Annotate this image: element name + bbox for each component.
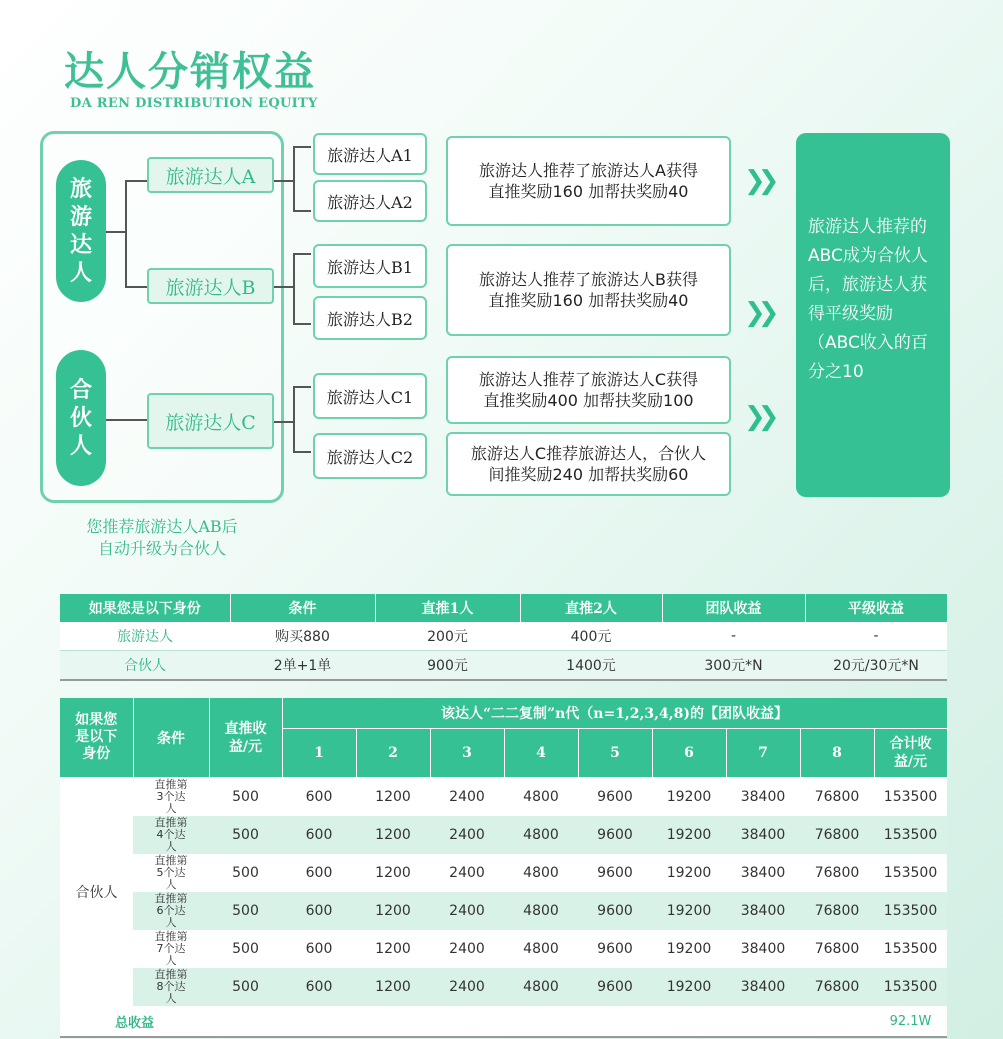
table-cell: 153500 [874, 854, 947, 892]
table-cell: 2400 [430, 778, 504, 817]
condition-cell [133, 892, 209, 930]
role-tourist-pill [56, 160, 106, 302]
sub-member-box: 旅游达人B1 [313, 244, 427, 288]
reward-desc-line: 直推奖励160 加帮扶奖励40 [488, 291, 689, 310]
table-cell: 38400 [726, 968, 800, 1006]
table-cell: 38400 [726, 892, 800, 930]
table-cell: 1200 [356, 930, 430, 968]
generation-header: 8 [800, 729, 874, 778]
column-header: 条件 [133, 698, 209, 778]
column-header [874, 729, 947, 778]
condition-text: 直推第6个达人 [154, 892, 188, 929]
column-header: 直推2人 [520, 594, 662, 622]
table-cell: 19200 [652, 778, 726, 817]
role-partner-pill [56, 350, 106, 486]
table-cell: 19200 [652, 968, 726, 1006]
table-cell: 19200 [652, 854, 726, 892]
condition-cell [133, 930, 209, 968]
table-cell: 153500 [874, 778, 947, 817]
generation-header: 2 [356, 729, 430, 778]
connector-line [125, 180, 127, 287]
table-cell: 600 [282, 892, 356, 930]
condition-text: 直推第4个达人 [154, 816, 188, 853]
total-row [60, 1006, 947, 1037]
connector-line [293, 146, 295, 212]
member-c-box: 旅游达人C [147, 393, 274, 449]
table-cell: 1200 [356, 778, 430, 817]
summary-line: 得平级奖励 [808, 304, 893, 324]
reward-desc-b [446, 244, 731, 336]
table-cell: 2400 [430, 816, 504, 854]
table-row [60, 930, 947, 968]
table-cell: 500 [209, 968, 282, 1006]
member-a-box: 旅游达人A [147, 157, 274, 193]
table-cell: 19200 [652, 930, 726, 968]
summary-line: （ABC收入的百 [808, 333, 928, 353]
table-cell: 4800 [504, 854, 578, 892]
condition-text: 直推第3个达人 [154, 778, 188, 815]
column-header: 条件 [230, 594, 375, 622]
connector-line [293, 146, 311, 148]
role-char: 合 [69, 377, 92, 403]
table-cell: 4800 [504, 930, 578, 968]
double-chevron-icon: ❯❯ [744, 402, 772, 432]
connector-line [293, 210, 311, 212]
table-cell: 600 [282, 816, 356, 854]
table-cell: 购买880 [230, 622, 375, 651]
connector-line [293, 253, 295, 325]
summary-line: 旅游达人推荐的 [808, 217, 927, 237]
table-cell: 500 [209, 778, 282, 817]
generation-header: 4 [504, 729, 578, 778]
table-cell: 76800 [800, 816, 874, 854]
condition-text: 直推第8个达人 [154, 968, 188, 1005]
sub-member-box: 旅游达人A1 [313, 133, 427, 175]
summary-line: ABC成为合伙人 [808, 246, 928, 266]
connector-line [125, 286, 147, 288]
total-spacer [209, 1006, 874, 1037]
table-row [60, 892, 947, 930]
table-header-row [60, 594, 947, 622]
table-cell: 2400 [430, 892, 504, 930]
reward-desc-a [446, 136, 731, 226]
role-char: 伙 [69, 405, 92, 431]
summary-line: 分之10 [808, 362, 864, 382]
table-header-row [60, 698, 947, 729]
table-cell: 1200 [356, 816, 430, 854]
table-row [60, 854, 947, 892]
table-cell: 500 [209, 930, 282, 968]
double-chevron-icon: ❯❯ [744, 166, 772, 196]
condition-text: 直推第5个达人 [154, 854, 188, 891]
upgrade-note-line: 您推荐旅游达人AB后 [86, 517, 238, 536]
header-text: 直推收益/元 [224, 720, 267, 755]
table-cell: 38400 [726, 854, 800, 892]
table-cell: 300元*N [662, 651, 805, 681]
reward-desc-c [446, 356, 731, 424]
sub-member-box: 旅游达人C2 [313, 433, 427, 479]
table-cell: 38400 [726, 930, 800, 968]
connector-line [293, 323, 311, 325]
table-cell: 20元/30元*N [805, 651, 947, 681]
table-cell: 500 [209, 816, 282, 854]
table-cell: 153500 [874, 892, 947, 930]
table-cell: 19200 [652, 816, 726, 854]
table-cell: 4800 [504, 816, 578, 854]
generation-header: 1 [282, 729, 356, 778]
connector-line [106, 231, 126, 233]
table-cell: 2400 [430, 854, 504, 892]
table-cell: 500 [209, 892, 282, 930]
summary-box [796, 133, 950, 497]
table-cell: 76800 [800, 968, 874, 1006]
table-cell: 9600 [578, 816, 652, 854]
connector-line [274, 180, 294, 182]
table-row [60, 622, 947, 651]
table-cell: 9600 [578, 778, 652, 817]
table-row [60, 968, 947, 1006]
reward-desc-line: 间推奖励240 加帮扶奖励60 [488, 465, 689, 484]
sub-member-box: 旅游达人B2 [313, 296, 427, 340]
table-cell: 2400 [430, 968, 504, 1006]
sub-member-box: 旅游达人C1 [313, 373, 427, 419]
table-cell: 19200 [652, 892, 726, 930]
table-cell: 200元 [375, 622, 520, 651]
table-cell: 旅游达人 [60, 622, 230, 651]
table-cell: 76800 [800, 930, 874, 968]
table-cell: - [805, 622, 947, 651]
reward-desc-line: 旅游达人推荐了旅游达人C获得 [478, 370, 699, 389]
condition-cell [133, 778, 209, 817]
role-char: 旅 [69, 176, 92, 202]
condition-text: 直推第7个达人 [154, 930, 188, 967]
table-cell: 1200 [356, 968, 430, 1006]
table-cell: 4800 [504, 892, 578, 930]
summary-line: 后，旅游达人获 [808, 275, 927, 295]
table-cell: - [662, 622, 805, 651]
total-label: 总收益 [60, 1006, 209, 1037]
role-char: 游 [69, 204, 92, 230]
header-text: 合计收益/元 [889, 736, 932, 770]
column-header: 平级收益 [805, 594, 947, 622]
table-cell: 38400 [726, 816, 800, 854]
generation-header: 6 [652, 729, 726, 778]
table-cell: 153500 [874, 968, 947, 1006]
table-cell: 76800 [800, 854, 874, 892]
table-cell: 153500 [874, 816, 947, 854]
table-row [60, 651, 947, 681]
table-cell: 76800 [800, 778, 874, 817]
connector-line [293, 386, 295, 453]
condition-cell [133, 816, 209, 854]
column-header: 直推1人 [375, 594, 520, 622]
table-cell: 9600 [578, 968, 652, 1006]
table-cell: 76800 [800, 892, 874, 930]
table-cell: 2400 [430, 930, 504, 968]
sub-member-box: 旅游达人A2 [313, 180, 427, 222]
connector-line [274, 286, 294, 288]
reward-desc-line: 旅游达人推荐了旅游达人B获得 [479, 270, 698, 289]
column-header [209, 698, 282, 778]
connector-line [274, 421, 294, 423]
upgrade-note-line: 自动升级为合伙人 [97, 539, 226, 558]
table-cell: 153500 [874, 930, 947, 968]
column-header: 团队收益 [662, 594, 805, 622]
connector-line [293, 386, 311, 388]
upgrade-note [40, 516, 284, 560]
table-cell: 1200 [356, 892, 430, 930]
table-row [60, 778, 947, 817]
table-cell: 9600 [578, 930, 652, 968]
generation-header: 5 [578, 729, 652, 778]
header-text: 如果您是以下身份 [75, 712, 118, 762]
table-cell: 1200 [356, 854, 430, 892]
table-cell: 400元 [520, 622, 662, 651]
reward-desc-line: 直推奖励400 加帮扶奖励100 [483, 391, 694, 410]
column-header: 如果您是以下身份 [60, 594, 230, 622]
table-cell: 4800 [504, 778, 578, 817]
identity-benefit-table [60, 594, 948, 681]
reward-desc-line: 旅游达人推荐了旅游达人A获得 [479, 161, 698, 180]
connector-line [293, 451, 311, 453]
role-char: 人 [69, 260, 92, 286]
page-subtitle: DA REN DISTRIBUTION EQUITY [70, 96, 318, 111]
table-cell: 9600 [578, 854, 652, 892]
table-cell: 38400 [726, 778, 800, 817]
generation-header: 7 [726, 729, 800, 778]
table-cell: 2单+1单 [230, 651, 375, 681]
generation-header: 3 [430, 729, 504, 778]
column-header [60, 698, 133, 778]
reward-desc-line: 旅游达人C推荐旅游达人，合伙人 [470, 444, 707, 463]
table-cell: 500 [209, 854, 282, 892]
page-title: 达人分销权益 [64, 48, 316, 95]
total-value: 92.1W [874, 1006, 947, 1037]
table-cell: 1400元 [520, 651, 662, 681]
double-chevron-icon: ❯❯ [744, 298, 772, 328]
condition-cell [133, 968, 209, 1006]
reward-desc-c-sub [446, 432, 731, 496]
role-char: 人 [69, 433, 92, 459]
member-b-box: 旅游达人B [147, 268, 274, 304]
table-cell: 600 [282, 968, 356, 1006]
connector-line [106, 419, 147, 421]
table-cell: 600 [282, 854, 356, 892]
reward-desc-line: 直推奖励160 加帮扶奖励40 [488, 182, 689, 201]
identity-cell: 合伙人 [60, 778, 133, 1007]
table-cell: 9600 [578, 892, 652, 930]
table-cell: 600 [282, 778, 356, 817]
connector-line [293, 253, 311, 255]
role-char: 达 [69, 232, 92, 258]
column-header: 该达人“二二复制”n代（n=1,2,3,4,8)的【团队收益】 [282, 698, 947, 729]
table-cell: 4800 [504, 968, 578, 1006]
team-income-table [60, 698, 948, 1038]
condition-cell [133, 854, 209, 892]
table-row [60, 816, 947, 854]
table-cell: 合伙人 [60, 651, 230, 681]
connector-line [125, 180, 147, 182]
table-cell: 600 [282, 930, 356, 968]
table-cell: 900元 [375, 651, 520, 681]
